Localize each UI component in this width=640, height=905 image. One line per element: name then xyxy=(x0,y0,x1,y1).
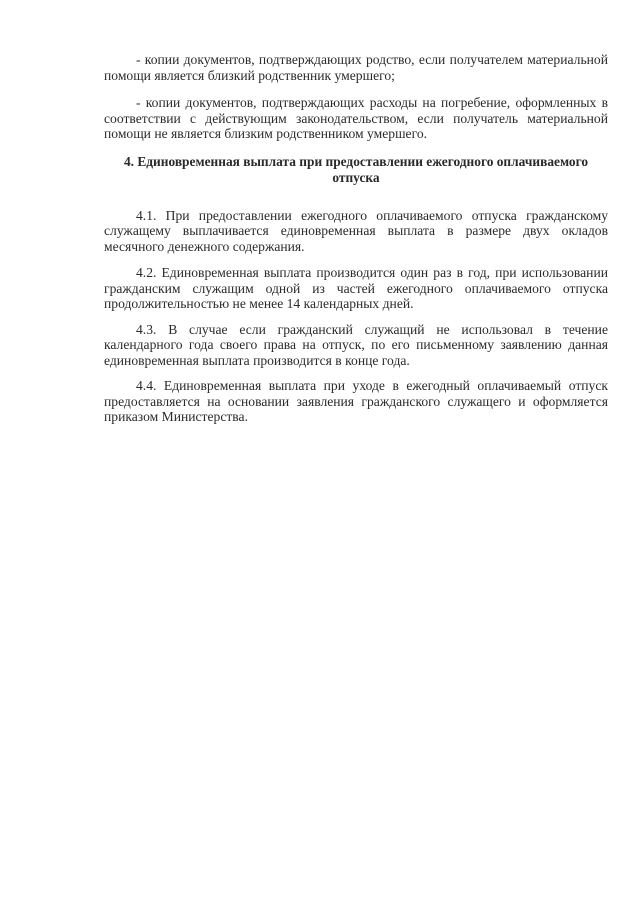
clause-4-1: 4.1. При предоставлении ежегодного оплачиваемого отпуска гражданскому служащему выплачивается единовременная выплата в размере двух окладов месячного денежного содержания. xyxy=(104,207,608,254)
list-item-kinship-documents: - копии документов, подтверждающих родство, если получателем материальной помощи является близкий родственник умершего; xyxy=(104,52,608,83)
clause-4-2: 4.2. Единовременная выплата производится один раз в год, при использовании гражданским служащим одной из частей ежегодного оплачиваемого отпуска продолжительностью не менее 14 календарных дней. xyxy=(104,265,608,311)
clause-4-4: 4.4. Единовременная выплата при уходе в ежегодный оплачиваемый отпуск предоставляется на основании заявления гражданского служащего и оформляется приказом Министерства. xyxy=(104,378,608,424)
document-body xyxy=(104,52,608,425)
clause-4-3: 4.3. В случае если гражданский служащий не использовал в течение календарного года своего права на отпуск, по его письменному заявлению данная единовременная выплата производится в конце года. xyxy=(104,321,608,368)
section-heading: 4. Единовременная выплата при предоставлении ежегодного оплачиваемого отпуска xyxy=(123,153,589,185)
list-item-funeral-expense-documents: - копии документов, подтверждающих расходы на погребение, оформленных в соответствии с действующим законодательством, если получатель материальной помощи не является близким родственником умершего. xyxy=(104,95,608,141)
